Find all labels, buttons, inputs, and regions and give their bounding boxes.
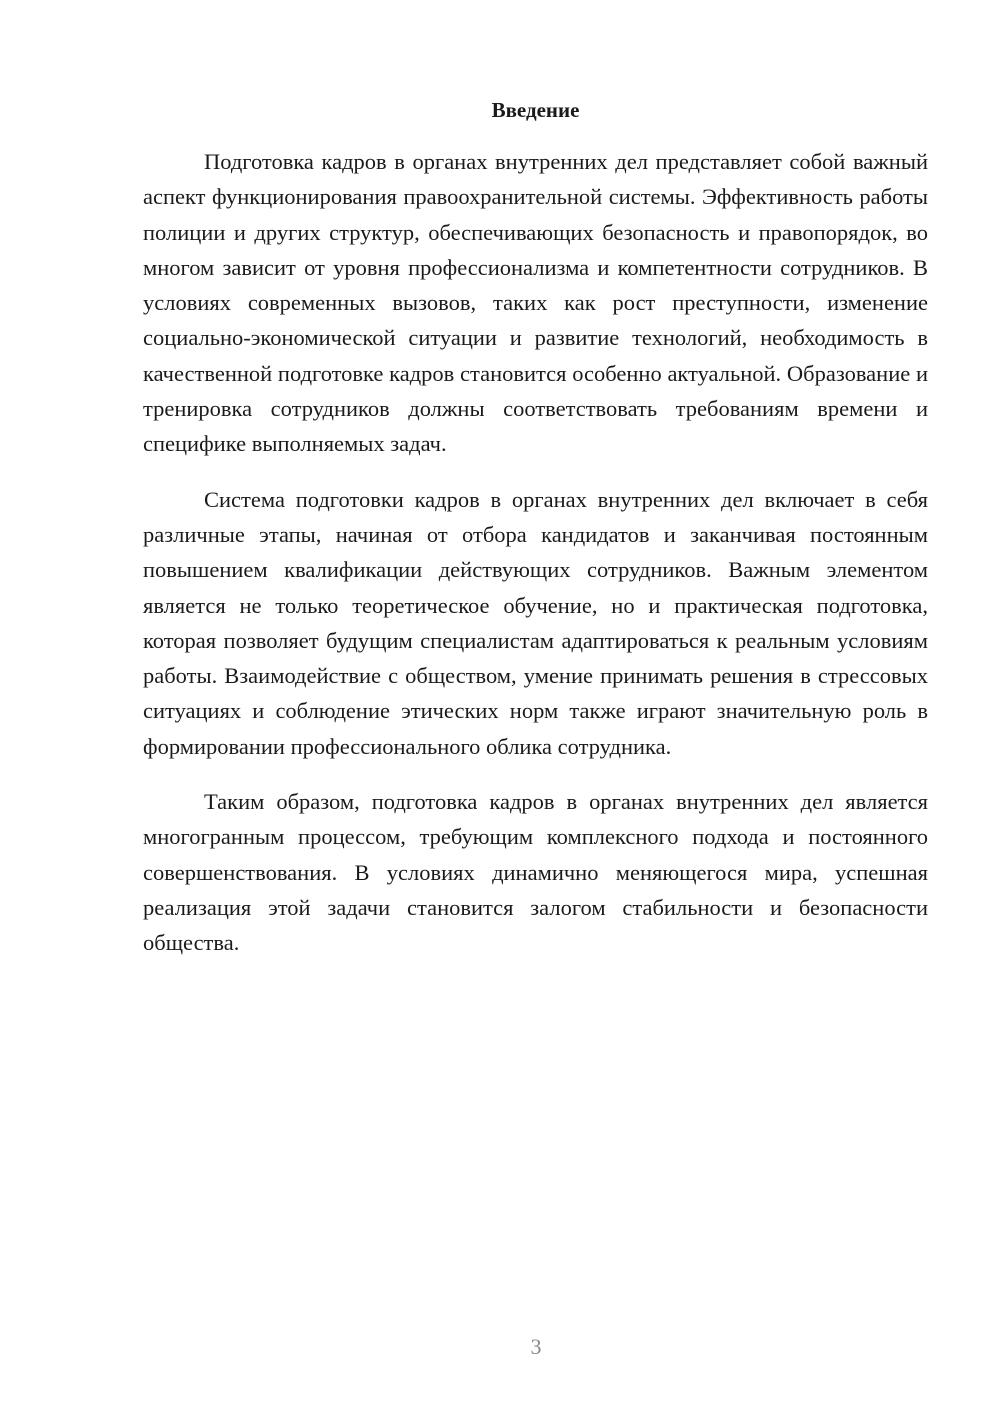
paragraph: Таким образом, подготовка кадров в органах внутренних дел является многогранным процессом, требующим комплексного подхода и постоянного совершенствования. В условиях динамично меняющегося мира, успешная реализация этой задачи становится залогом стабильности и безопасности общества. bbox=[143, 789, 928, 956]
page-number: 3 bbox=[530, 1334, 542, 1359]
paragraph: Система подготовки кадров в органах внутренних дел включает в себя различные этапы, начиная от отбора кандидатов и заканчивая постоянным повышением квалификации действующих сотрудников. Важным элементом является не только теоретическое обучение, но и практическая подготовка, которая позволяет будущим специалистам адаптироваться к реальным условиям работы. Взаимодействие с обществом, умение принимать решения в стрессовых ситуациях и соблюдение этических норм также играют значительную роль в формировании профессионального облика сотрудника. bbox=[143, 486, 928, 759]
section-title: Введение bbox=[491, 98, 580, 122]
document-page bbox=[143, 96, 928, 981]
paragraph: Подготовка кадров в органах внутренних дел представляет собой важный аспект функционирования правоохранительной системы. Эффективность работы полиции и других структур, обеспечивающих безопасность и правопорядок, во многом зависит от уровня профессионализма и компетентности сотрудников. В условиях современных вызовов, таких как рост преступности, изменение социально-экономической ситуации и развитие технологий, необходимость в качественной подготовке кадров становится особенно актуальной. Образование и тренировка сотрудников должны соответствовать требованиям времени и специфике выполняемых задач. bbox=[143, 149, 928, 457]
